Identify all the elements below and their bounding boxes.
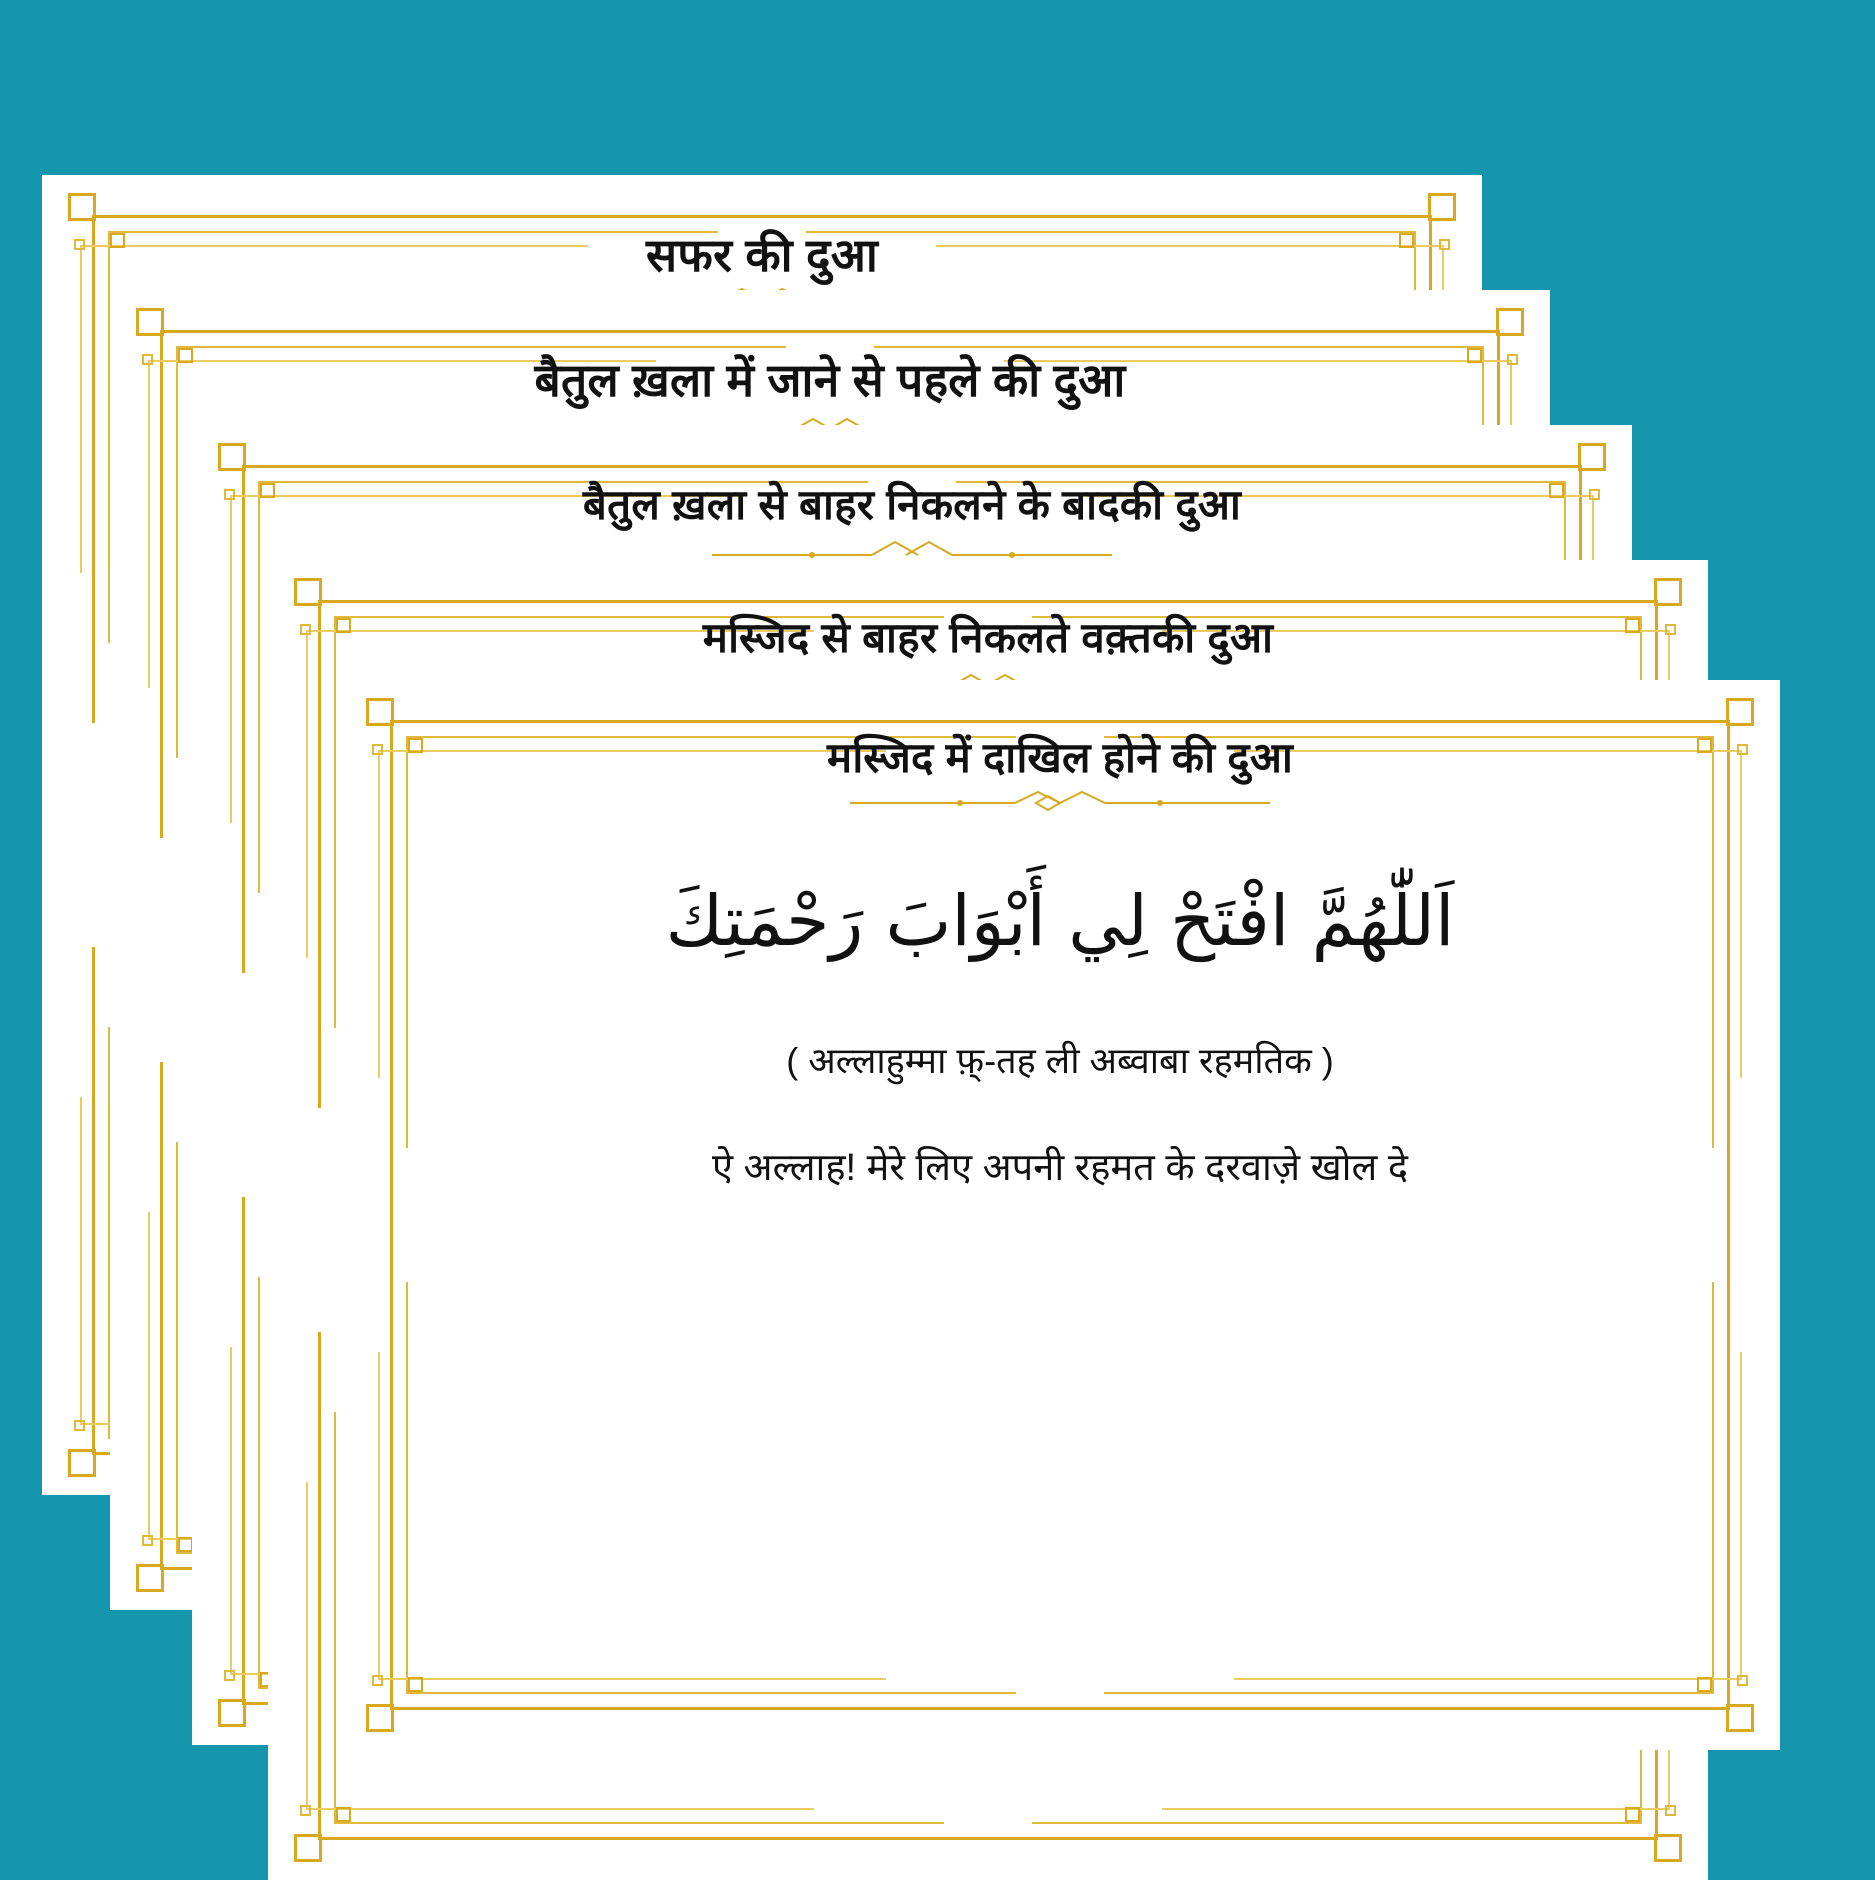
corner-ornament-bottom-right	[1534, 1582, 1764, 1732]
card-title: मस्जिद में दाखिल होने की दुआ	[826, 734, 1294, 781]
card-title: बैतुल ख़ला में जाने से पहले की दुआ	[534, 354, 1126, 406]
card-title: सफर की दुआ	[645, 229, 879, 281]
corner-ornament-bottom-left	[356, 1582, 586, 1732]
diamond-ornament-divider-icon	[840, 786, 1280, 820]
card-frame	[340, 680, 1780, 1750]
card-title: मस्जिद से बाहर निकलते वक़्तकी दुआ	[702, 614, 1274, 661]
card-title: बैतुल ख़ला से बाहर निकलने के बादकी दुआ	[582, 481, 1242, 528]
dua-arabic-text: اَللّٰهُمَّ افْتَحْ لِي أَبْوَابَ رَحْمَتِكَ	[665, 880, 1455, 962]
dua-transliteration-text: ( अल्लाहुम्मा फ़्-तह ली अब्वाबा रहमतिक )	[786, 1040, 1334, 1081]
dua-card-masjid-entry[interactable]	[340, 680, 1780, 1750]
dua-meaning-text: ऐ अल्लाह! मेरे लिए अपनी रहमत के दरवाज़े खोल दे	[711, 1147, 1409, 1189]
